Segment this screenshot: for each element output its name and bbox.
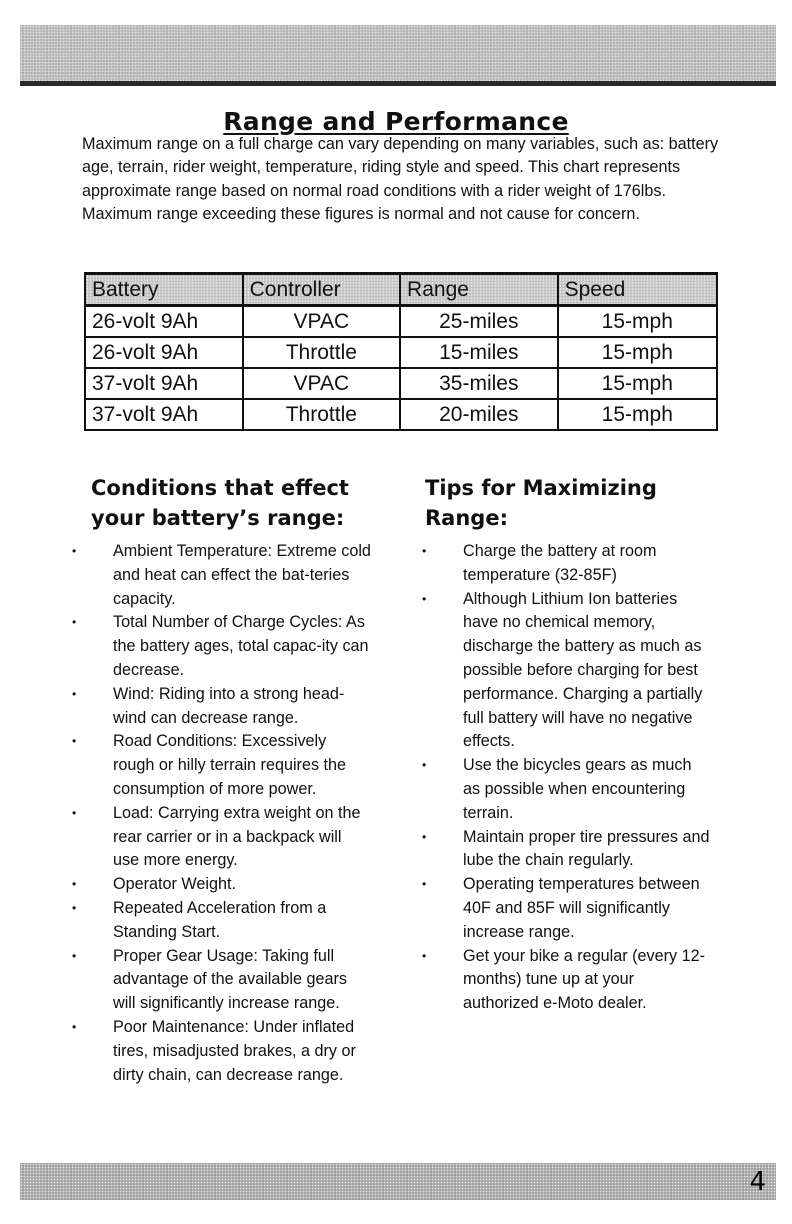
column-header-controller: Controller — [243, 274, 400, 306]
cell-controller: Throttle — [243, 399, 400, 430]
bullet-icon: • — [72, 805, 77, 820]
table-row — [85, 399, 717, 430]
cell-battery: 37-volt 9Ah — [85, 399, 243, 430]
list-item: • Ambient Temperature: Extreme cold and heat can effect the bat-teries capacity. — [72, 542, 371, 608]
bullet-icon: • — [422, 758, 427, 773]
list-item: • Road Conditions: Excessively rough or hilly terrain requires the consumption of more power. — [72, 732, 347, 798]
page-number: 4 — [749, 1167, 766, 1197]
bullet-icon: • — [72, 734, 77, 749]
cell-controller: VPAC — [243, 306, 400, 338]
bullet-icon: • — [72, 877, 77, 892]
bullet-icon: • — [72, 615, 77, 630]
cell-speed: 15-mph — [558, 337, 717, 368]
table-row — [85, 368, 717, 399]
cell-battery: 26-volt 9Ah — [85, 337, 243, 368]
cell-speed: 15-mph — [558, 368, 717, 399]
cell-range: 35-miles — [400, 368, 558, 399]
column-header-speed: Speed — [558, 274, 717, 306]
list-item: • Charge the battery at room temperature (32-85F) — [422, 542, 657, 584]
cell-battery: 37-volt 9Ah — [85, 368, 243, 399]
bullet-icon: • — [72, 948, 77, 963]
list-item: • Use the bicycles gears as much as possible when encountering terrain. — [422, 756, 692, 822]
table-header-row — [85, 274, 717, 306]
list-item: • Operator Weight. — [72, 873, 372, 897]
cell-range: 15-miles — [400, 337, 558, 368]
list-item: • Get your bike a regular (every 12-months) tune up at your authorized e-Moto dealer. — [422, 946, 706, 1013]
list-item: • Although Lithium Ion batteries have no chemical memory, discharge the battery as much as possible before charging for best performance. Charging a partially full battery will have no negative effects. — [422, 589, 703, 751]
list-item: • Load: Carrying extra weight on the rear carrier or in a backpack will use more energy. — [72, 803, 361, 870]
bullet-icon: • — [72, 900, 77, 915]
bullet-icon: • — [422, 829, 427, 844]
list-item: • Repeated Acceleration from a Standing Start. — [72, 898, 327, 941]
range-performance-table — [84, 272, 718, 431]
cell-battery: 26-volt 9Ah — [85, 306, 243, 338]
conditions-list — [72, 540, 372, 1087]
bullet-icon: • — [422, 877, 427, 892]
column-header-range: Range — [400, 274, 558, 306]
bullet-icon: • — [422, 948, 427, 963]
cell-range: 20-miles — [400, 399, 558, 430]
bullet-icon: • — [72, 1019, 77, 1034]
table-row — [85, 306, 717, 338]
column-header-battery: Battery — [85, 274, 243, 306]
table-row — [85, 337, 717, 368]
list-item: • Proper Gear Usage: Taking full advantage of the available gears will significantly increase range. — [72, 946, 347, 1013]
list-item: • Wind: Riding into a strong head-wind can decrease range. — [72, 684, 345, 727]
page-title: Range and Performance — [223, 106, 569, 136]
footer-band — [20, 1163, 776, 1200]
list-item: • Maintain proper tire pressures and lube the chain regularly. — [422, 827, 710, 870]
list-item: • Poor Maintenance: Under inflated tires, misadjusted brakes, a dry or dirty chain, can decrease range. — [72, 1017, 356, 1084]
cell-controller: Throttle — [243, 337, 400, 368]
bullet-icon: • — [72, 544, 77, 558]
intro-paragraph: Maximum range on a full charge can vary depending on many variables, such as: battery age, terrain, rider weight, temperature, riding style and speed. This chart represents approximate range based on normal road conditions with a rider weight of 176lbs. Maximum range exceeding these figures is normal and not cause for concern. — [82, 135, 719, 223]
cell-controller: VPAC — [243, 368, 400, 399]
tips-list — [422, 540, 712, 1016]
tips-heading: Tips for Maximizing Range: — [425, 476, 657, 530]
bullet-icon: • — [72, 686, 77, 701]
list-item: • Operating temperatures between 40F and 85F will significantly increase range. — [422, 875, 700, 941]
bullet-icon: • — [422, 544, 427, 558]
bullet-icon: • — [422, 591, 427, 606]
cell-speed: 15-mph — [558, 306, 717, 338]
cell-range: 25-miles — [400, 306, 558, 338]
list-item: • Total Number of Charge Cycles: As the battery ages, total capac-ity can decrease. — [72, 613, 369, 679]
header-band — [20, 25, 776, 86]
cell-speed: 15-mph — [558, 399, 717, 430]
conditions-heading: Conditions that effect your battery’s range: — [91, 476, 349, 530]
